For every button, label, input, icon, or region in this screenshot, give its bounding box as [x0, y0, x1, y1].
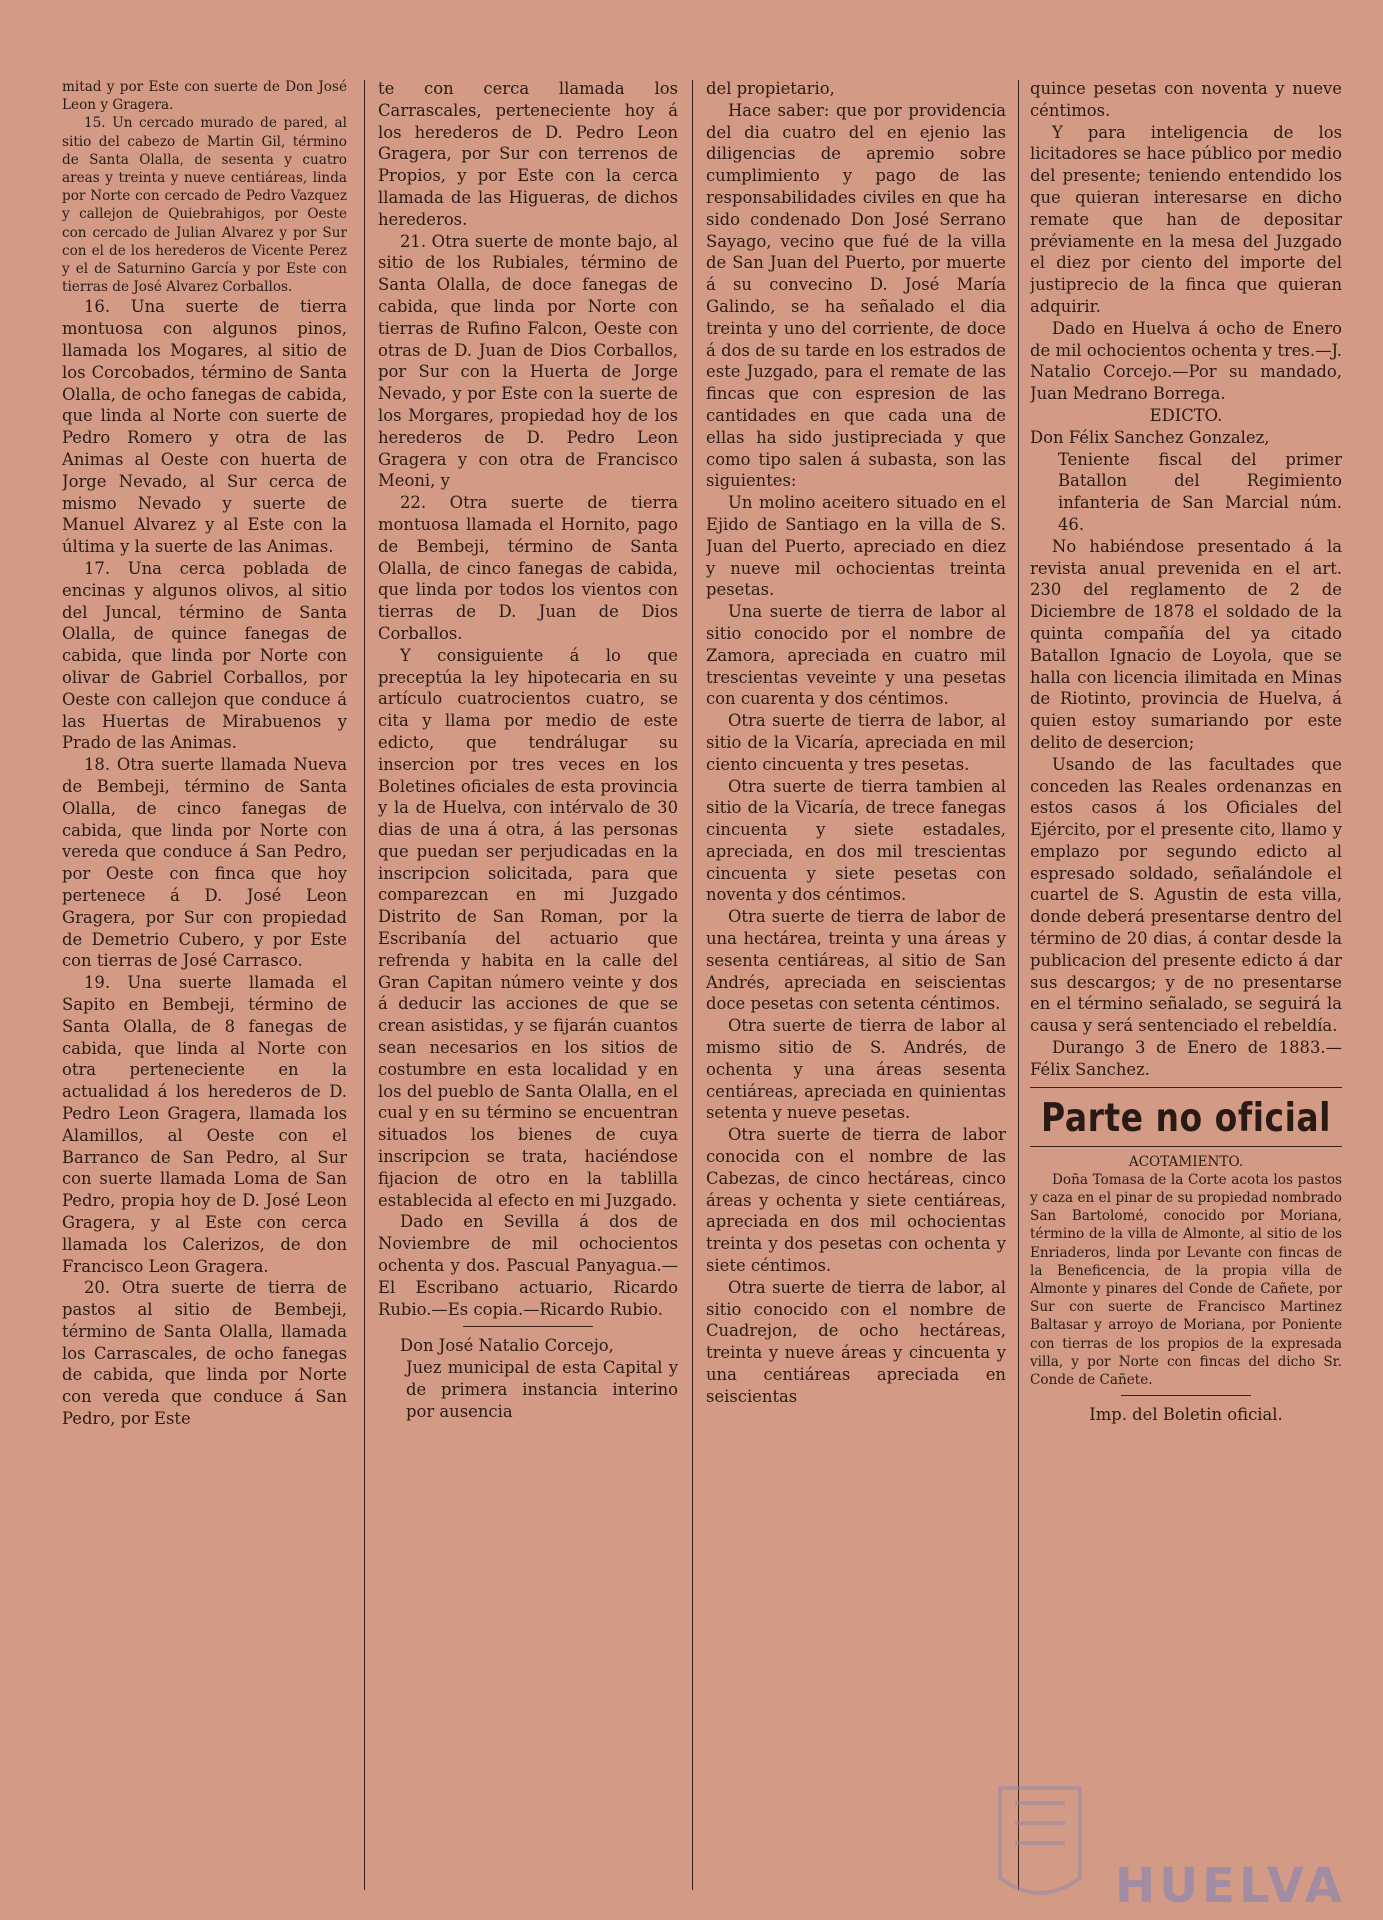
paragraph: mitad y por Este con suerte de Don José Leon y Gragera. [62, 79, 347, 114]
column-divider [692, 80, 693, 1890]
paragraph: te con cerca llamada los Carrascales, perteneciente hoy á los herederos de D. Pedro Leon Gragera, por Sur con terrenos de Propios, y por Este con la cerca llamada de las Higueras, de dichos herederos. [378, 79, 678, 229]
paragraph: Juez municipal de esta Capital y de primera instancia interino por ausencia [406, 1358, 678, 1421]
paragraph: Otra suerte de tierra de labor de una hectárea, treinta y una áreas y sesenta centiáreas, al sitio de San Andrés, apreciada en seiscientas doce pesetas con setenta céntimos. [706, 907, 1006, 1014]
paragraph: Un molino aceitero situado en el Ejido de Santiago en la villa de S. Juan del Puerto, apreciado en diez y nueve mil ochocientas treinta pesetas. [706, 493, 1006, 600]
paragraph: 20. Otra suerte de tierra de pastos al sitio de Bembeji, término de Santa Olalla, llamada los Carrascales, de ocho fanegas de cabida, que linda por Norte con vereda que conduce á San Pedro, por Este [62, 1278, 347, 1429]
paragraph: Teniente fiscal del primer Batallon del Regimiento infanteria de San Marcial núm. 46. [1058, 449, 1342, 534]
paragraph: ACOTAMIENTO. [1128, 1153, 1244, 1170]
paragraph: Una suerte de tierra de labor al sitio conocido por el nombre de Zamora, apreciada en cuatro mil trescientas veveinte y una pesetas con cuarenta y dos céntimos. [706, 602, 1006, 709]
paragraph: Y para inteligencia de los licitadores se hace público por medio del presente; teniendo entendido los que quieran interesarse en dicho remate que han de depositar préviamente en la mesa del Juzgado el diez por ciento del importe del justiprecio de la finca que quieran adquirir. [1030, 122, 1342, 316]
section-title: Parte no oficial [1041, 1093, 1331, 1141]
column-3 [706, 78, 1006, 1903]
paragraph: Usando de las facultades que conceden las Reales ordenanzas en estos casos á los Oficiales del Ejército, por el presente cito, llamo y emplazo por segundo edicto al espresado soldado, señalándole el cuartel de S. Agustin de esta villa, donde deberá presentarse dentro del término de 20 dias, á contar desde la publicacion del presente edicto á dar sus descargos; y de no presentarse en el término señalado, se seguirá la causa y será sentenciado el rebeldía. [1030, 754, 1342, 1036]
paragraph: 16. Una suerte de tierra montuosa con algunos pinos, llamada los Mogares, al sitio de los Corcobados, término de Santa Olalla, de ocho fanegas de cabida, que linda al Norte con suerte de Pedro Romero y otra de las Animas al Oeste con huerta de Jorge Nevado, al Sur cerca de mismo Nevado y suerte de Manuel Alvarez y al Este con la última y la suerte de las Animas. [62, 297, 347, 557]
divider-line [463, 1326, 593, 1327]
column-divider [1018, 80, 1019, 1890]
divider-line [1030, 1146, 1342, 1147]
column-divider [364, 80, 365, 1890]
paragraph: Dado en Sevilla á dos de Noviembre de mil ochocientos ochenta y dos. Pascual Panyagua.—El Escribano actuario, Ricardo Rubio.—Es copia.—Ricardo Rubio. [378, 1212, 678, 1319]
paragraph: Doña Tomasa de la Corte acota los pastos y caza en el pinar de su propiedad nombrado San Bartolomé, conocido por Moriana, término de la villa de Almonte, al sitio de los Enriaderos, linda por Levante con fincas de la Beneficencia, de la propia villa de Almonte y pinares del Conde de Cañete, por Sur con suerte de Francisco Martinez Baltasar y arroyo de Moriana, por Poniente con tierras de los propios de la expresada villa, y por Norte con fincas del dicho Sr. Conde de Cañete. [1030, 1171, 1342, 1389]
paragraph: 15. Un cercado murado de pared, al sitio del cabezo de Martin Gil, término de Santa Olalla, de sesenta y cuatro areas y treinta y nueve centiáreas, linda por Norte con cercado de Pedro Vazquez y callejon de Quiebrahigos, por Oeste con cercado de Julian Alvarez y por Sur con el de los herederos de Vicente Perez y el de Saturnino García y por Este con tierras de José Alvarez Corballos. [62, 115, 347, 296]
paragraph: Otra suerte de tierra de labor, al sitio de la Vicaría, apreciada en mil ciento cincuenta y tres pesetas. [706, 711, 1006, 774]
column-4 [1030, 78, 1342, 1903]
paragraph: del propietario, [706, 79, 835, 98]
paragraph: No habiéndose presentado á la revista anual prevenida en el art. 230 del reglamento de 2 de Diciembre de 1878 el soldado de la quinta compañía del ya citado Batallon Ignacio de Loyola, que se halla con licencia ilimitada en Minas de Riotinto, provincia de Huelva, á quien estoy sumariando por este delito de desercion; [1030, 536, 1342, 752]
paragraph: 19. Una suerte llamada el Sapito en Bembeji, término de Santa Olalla, de 8 fanegas de cabida, que linda al Norte con otra perteneciente en la actualidad á los herederos de D. Pedro Leon Gragera, llamada los Alamillos, al Oeste con el Barranco de San Pedro, al Sur con suerte llamada Loma de San Pedro, propia hoy de D. José Leon Gragera, y al Este con cerca llamada los Calerizos, de don Francisco Leon Gragera. [62, 973, 347, 1276]
divider-line [1121, 1395, 1251, 1396]
paragraph: Don José Natalio Corcejo, [400, 1336, 614, 1356]
paragraph: 21. Otra suerte de monte bajo, al sitio de los Rubiales, término de Santa Olalla, de doce fanegas de cabida, que linda por Norte con tierras de Rufino Falcon, Oeste con otras de D. Juan de Dios Corballos, por Sur con la Huerta de Jorge Nevado, y por Este con la suerte de los Morgares, propiedad hoy de los herederos de D. Pedro Leon Gragera y con otra de Francisco Meoni, y [378, 231, 678, 491]
paragraph: Otra suerte de tierra tambien al sitio de la Vicaría, de trece fanegas cincuenta y siete estadales, apreciada, en dos mil trescientas cincuenta y siete pesetas con noventa y dos céntimos. [706, 776, 1006, 905]
paragraph: Imp. del Boletin oficial. [1089, 1405, 1283, 1425]
column-1 [62, 78, 347, 1903]
paragraph: Dado en Huelva á ocho de Enero de mil ochocientos ochenta y tres.—J. Natalio Corcejo.—Por su mandado, Juan Medrano Borrega. [1030, 318, 1342, 404]
column-2 [378, 78, 678, 1903]
paragraph: 22. Otra suerte de tierra montuosa llamada el Hornito, pago de Bembeji, término de Santa Olalla, de cinco fanegas de cabida, que linda por todos los vientos con tierras de D. Juan de Dios Corballos. [378, 493, 678, 643]
paragraph: Otra suerte de tierra de labor al mismo sitio de S. Andrés, de ochenta y una áreas sesenta centiáreas, apreciada en quinientas setenta y nueve pesetas. [706, 1016, 1006, 1123]
paragraph: 17. Una cerca poblada de encinas y algunos olivos, al sitio del Juncal, término de Santa Olalla, de quince fanegas de cabida, que linda por Norte con olivar de Gabriel Corballos, por Oeste con callejon que conduce á las Huertas de Mirabuenos y Prado de las Animas. [62, 559, 347, 753]
watermark-text: HUELVA [1115, 1858, 1346, 1914]
paragraph: Don Félix Sanchez Gonzalez, [1030, 427, 1270, 447]
paragraph: EDICTO. [1149, 405, 1223, 425]
paragraph: Otra suerte de tierra de labor, al sitio conocido con el nombre de Cuadrejon, de ocho hectáreas, treinta y nueve áreas y cincuenta y una centiáreas apreciada en seiscientas [706, 1277, 1006, 1406]
paragraph: Otra suerte de tierra de labor conocida con el nombre de las Cabezas, de cinco hectáreas, cinco áreas y ochenta y siete centiáreas, apreciada en dos mil ochocientas treinta y dos pesetas con ochenta y siete céntimos. [706, 1125, 1006, 1276]
paragraph: 18. Otra suerte llamada Nueva de Bembeji, término de Santa Olalla, de cinco fanegas de cabida, que linda por Norte con vereda que conduce á San Pedro, por Oeste con finca que hoy pertenece á D. José Leon Gragera, por Sur con propiedad de Demetrio Cubero, y por Este con tierras de José Carrasco. [62, 755, 347, 971]
divider-line [1030, 1087, 1342, 1088]
paragraph: Hace saber: que por providencia del dia cuatro del en ejenio las diligencias de apremio sobre cumplimiento y pago de las responsabilidades civiles en que ha sido condenado Don José Serrano Sayago, vecino que fué de la villa de San Juan del Puerto, por muerte á su convecino D. José María Galindo, se ha señalado el dia treinta y uno del corriente, de doce á dos de su tarde en los estrados de este Juzgado, para el remate de las fincas que con espresion de las cantidades en que cada una de ellas ha sido justipreciada y que como tipo salen á subasta, son las siguientes: [706, 100, 1006, 491]
paragraph: Durango 3 de Enero de 1883.—Félix Sanchez. [1030, 1038, 1342, 1079]
paragraph: Y consiguiente á lo que preceptúa la ley hipotecaria en su artículo cuatrocientos cuatro, se cita y llama por medio de este edicto, que tendrálugar su insercion por tres veces en los Boletines oficiales de esta provincia y la de Huelva, con intérvalo de 30 dias de una á otra, á las personas que puedan ser perjudicadas en la inscripcion solicitada, para que comparezcan en mi Juzgado Distrito de San Roman, por la Escribanía del actuario que refrenda y habita en la calle del Gran Capitan número veinte y dos á deducir las acciones de que se crean asistidas, y se fijarán cuantos sean necesarios en los sitios de costumbre en esta localidad y en los del pueblo de Santa Olalla, en el cual y en su término se encuentran situados los bienes de cuya inscripcion se trata, haciéndose fijacion de otro en la tablilla establecida al efecto en mi Juzgado. [378, 645, 678, 1210]
paragraph: quince pesetas con noventa y nueve céntimos. [1030, 79, 1342, 120]
